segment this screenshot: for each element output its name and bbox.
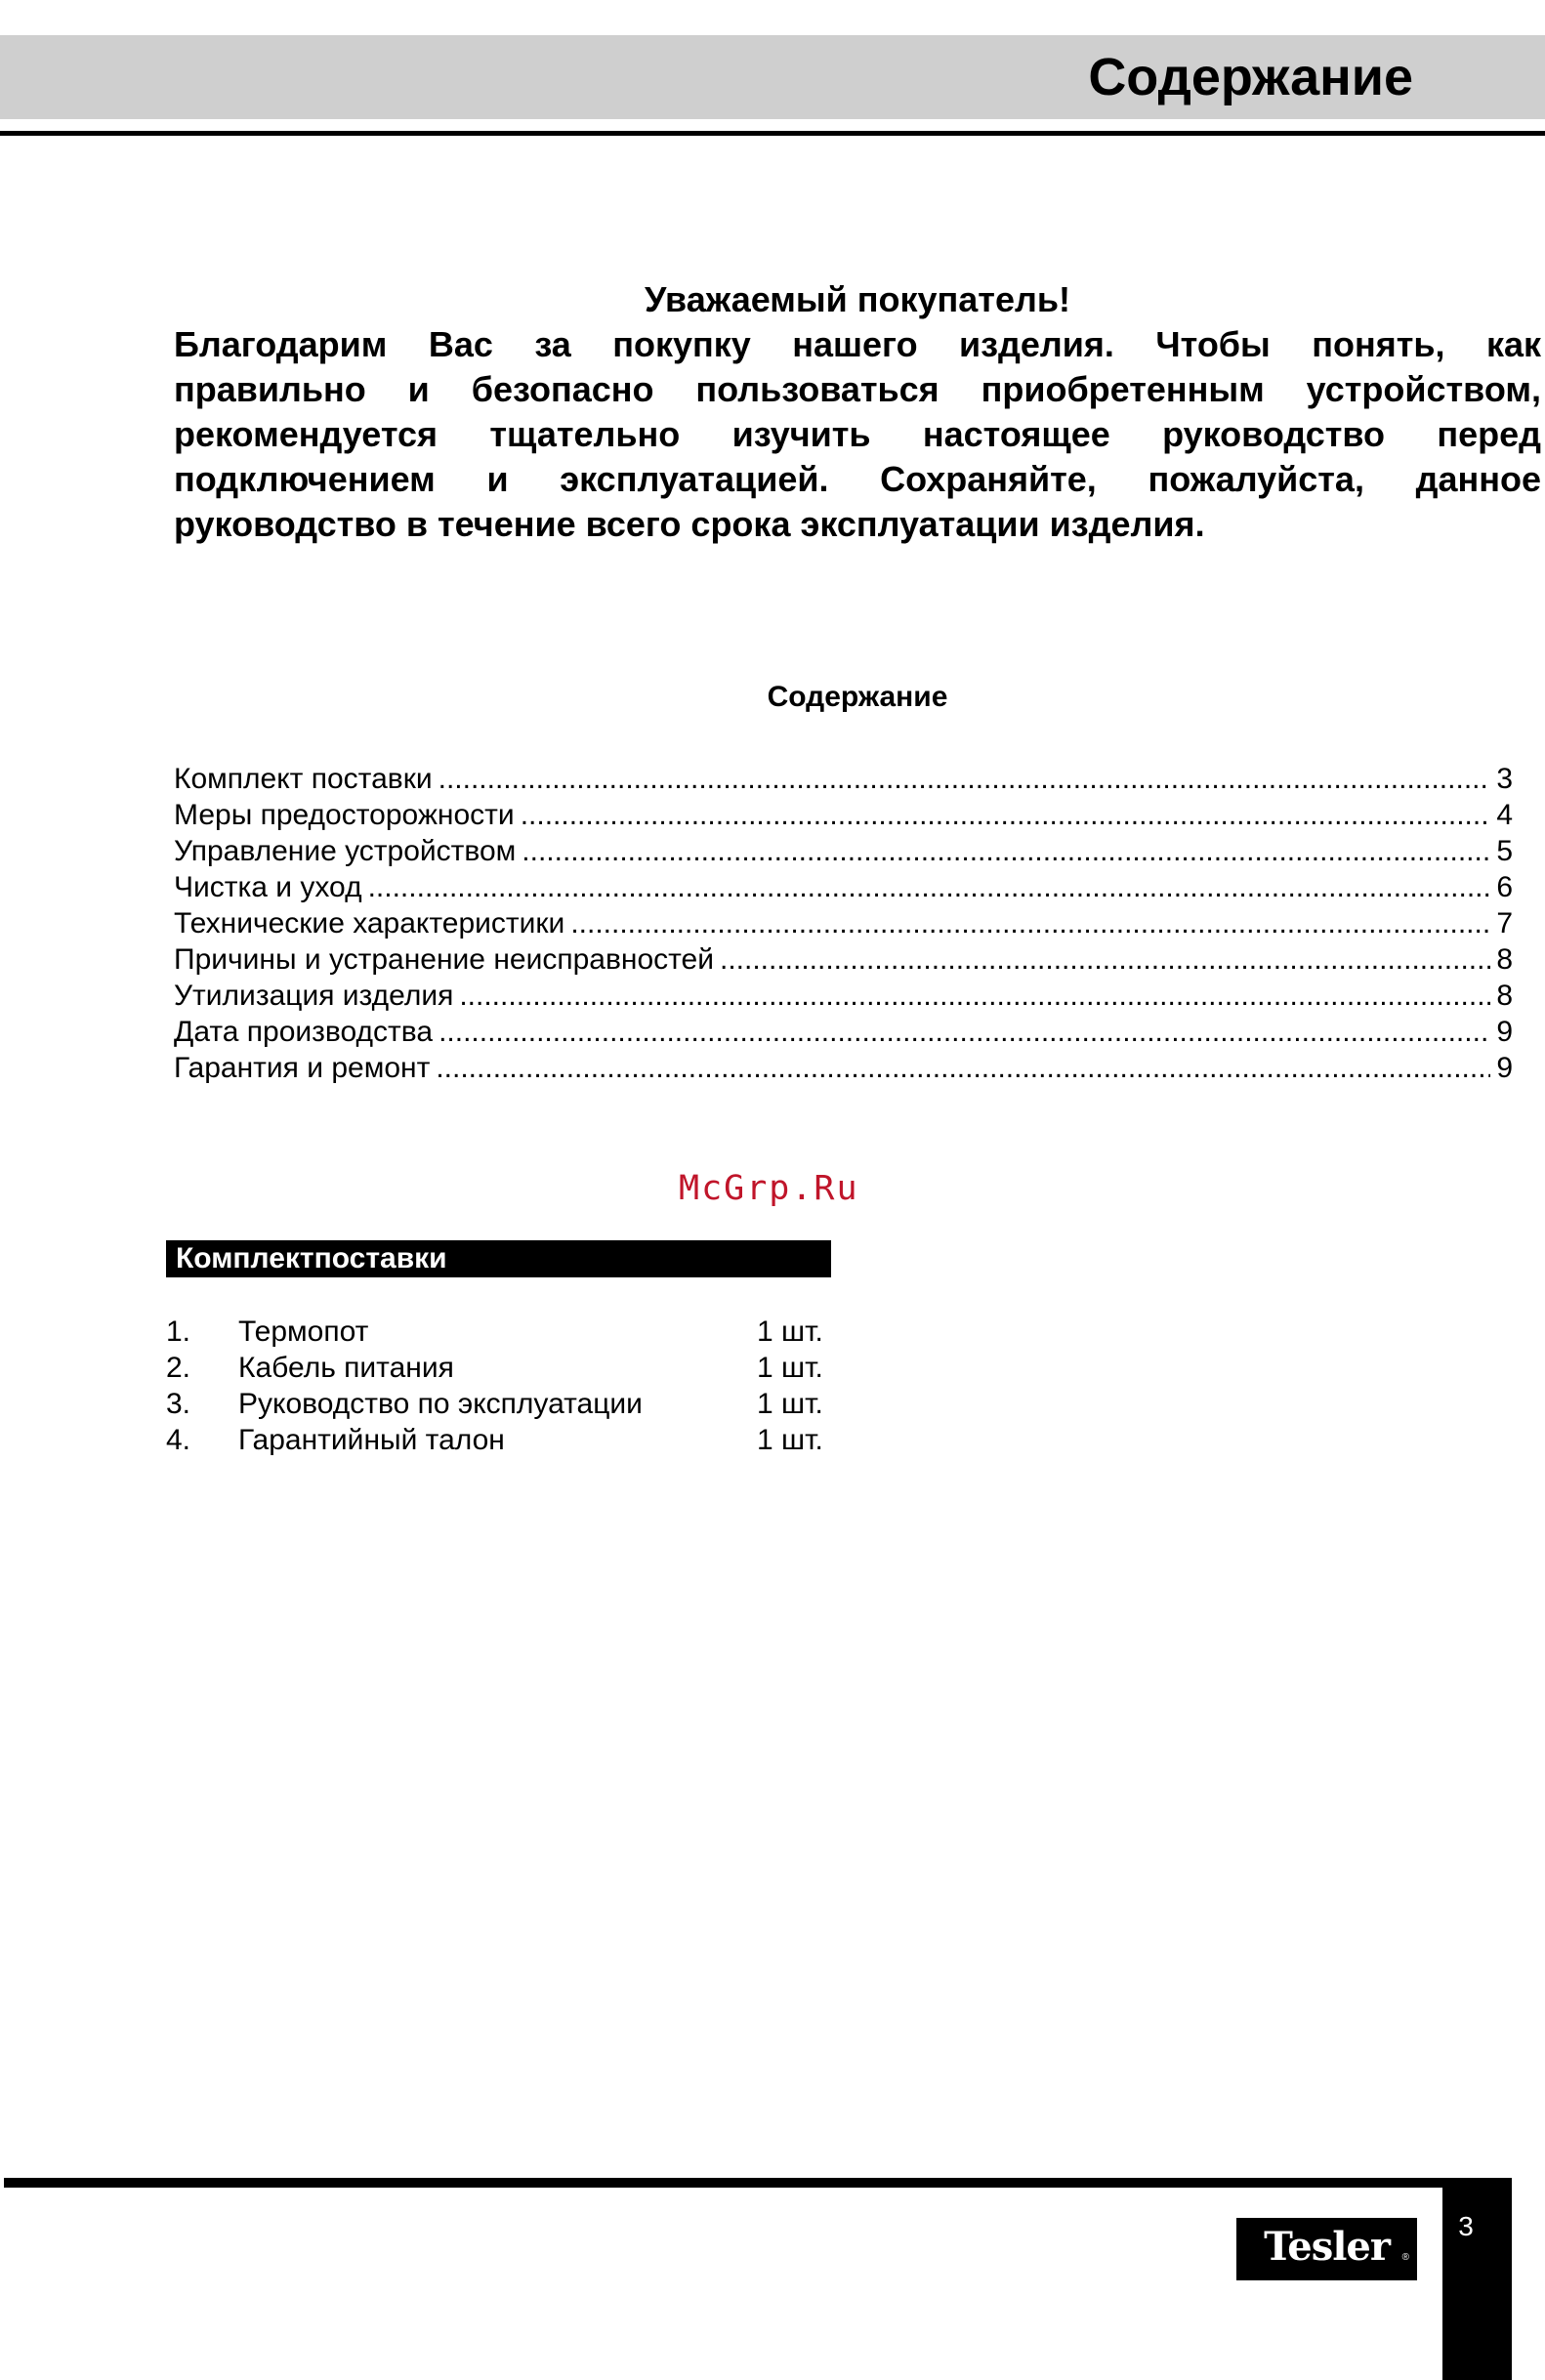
brand-logo-text: Tesler — [1264, 2224, 1390, 2270]
toc-entry-page: 8 — [1496, 980, 1513, 1012]
toc-entry[interactable] — [174, 1014, 1513, 1050]
toc-entry[interactable] — [174, 833, 1513, 869]
watermark: McGrp.Ru — [679, 1169, 859, 1208]
item-quantity: 1 шт. — [757, 1388, 823, 1420]
list-item — [166, 1422, 840, 1458]
item-name: Гарантийный талон — [238, 1424, 505, 1456]
toc-entry[interactable] — [174, 761, 1513, 797]
toc-entry-page: 6 — [1496, 871, 1513, 903]
intro-line: подключением и эксплуатацией. Сохраняйте, пожалуйста, данное — [174, 459, 1541, 499]
table-of-contents — [174, 761, 1513, 1086]
item-number: 4. — [166, 1424, 191, 1456]
toc-entry[interactable] — [174, 941, 1513, 978]
item-quantity: 1 шт. — [757, 1315, 823, 1348]
item-name: Термопот — [238, 1315, 369, 1348]
toc-entry[interactable] — [174, 797, 1513, 833]
list-item — [166, 1350, 840, 1386]
toc-leader-dots — [570, 905, 1490, 941]
trademark-icon: ® — [1401, 2252, 1409, 2263]
greeting-heading: Уважаемый покупатель! — [645, 279, 1070, 319]
toc-entry-title: Причины и устранение неисправностей — [174, 943, 714, 976]
toc-entry-title: Меры предосторожности — [174, 799, 515, 831]
toc-entry-page: 9 — [1496, 1052, 1513, 1084]
toc-entry-page: 8 — [1496, 943, 1513, 976]
toc-leader-dots — [368, 869, 1491, 905]
toc-leader-dots — [438, 761, 1491, 797]
page-title: Содержание — [1088, 48, 1413, 106]
toc-leader-dots — [436, 1050, 1490, 1086]
header-divider — [0, 131, 1545, 136]
toc-entry-title: Комплект поставки — [174, 763, 433, 795]
toc-leader-dots — [459, 978, 1490, 1014]
page-number: 3 — [1458, 2211, 1474, 2241]
toc-entry-title: Управление устройством — [174, 835, 517, 867]
list-item — [166, 1386, 840, 1422]
toc-entry[interactable] — [174, 1050, 1513, 1086]
toc-entry-title: Технические характеристики — [174, 907, 565, 939]
intro-paragraph — [174, 322, 1541, 547]
toc-leader-dots — [522, 833, 1490, 869]
toc-entry[interactable] — [174, 905, 1513, 941]
section-title: Комплектпоставки — [176, 1242, 447, 1274]
intro-line: Благодарим Вас за покупку нашего изделия. Чтобы понять, как — [174, 324, 1541, 364]
toc-leader-dots — [720, 941, 1490, 978]
toc-entry-page: 4 — [1496, 799, 1513, 831]
toc-entry[interactable] — [174, 869, 1513, 905]
section-header-kit — [166, 1240, 831, 1277]
toc-entry-title: Дата производства — [174, 1016, 434, 1048]
toc-entry-title: Гарантия и ремонт — [174, 1052, 431, 1084]
toc-entry-title: Чистка и уход — [174, 871, 362, 903]
intro-line: правильно и безопасно пользоваться приобретенным устройством, — [174, 369, 1541, 409]
toc-leader-dots — [438, 1014, 1490, 1050]
toc-entry-page: 3 — [1496, 763, 1513, 795]
toc-entry-title: Утилизация изделия — [174, 980, 454, 1012]
toc-entry-page: 5 — [1496, 835, 1513, 867]
intro-line: рекомендуется тщательно изучить настоящее руководство перед — [174, 414, 1541, 454]
toc-leader-dots — [521, 797, 1491, 833]
toc-entry[interactable] — [174, 978, 1513, 1014]
kit-list — [166, 1314, 840, 1458]
footer-divider — [4, 2178, 1512, 2188]
toc-entry-page: 9 — [1496, 1016, 1513, 1048]
item-quantity: 1 шт. — [757, 1352, 823, 1384]
toc-title: Содержание — [767, 681, 948, 713]
item-number: 2. — [166, 1352, 191, 1384]
item-name: Кабель питания — [238, 1352, 454, 1384]
toc-entry-page: 7 — [1496, 907, 1513, 939]
item-name: Руководство по эксплуатации — [238, 1388, 643, 1420]
intro-line: руководство в течение всего срока эксплуатации изделия. — [174, 504, 1205, 544]
item-number: 1. — [166, 1315, 191, 1348]
item-quantity: 1 шт. — [757, 1424, 823, 1456]
list-item — [166, 1314, 840, 1350]
item-number: 3. — [166, 1388, 191, 1420]
brand-logo — [1236, 2218, 1417, 2280]
